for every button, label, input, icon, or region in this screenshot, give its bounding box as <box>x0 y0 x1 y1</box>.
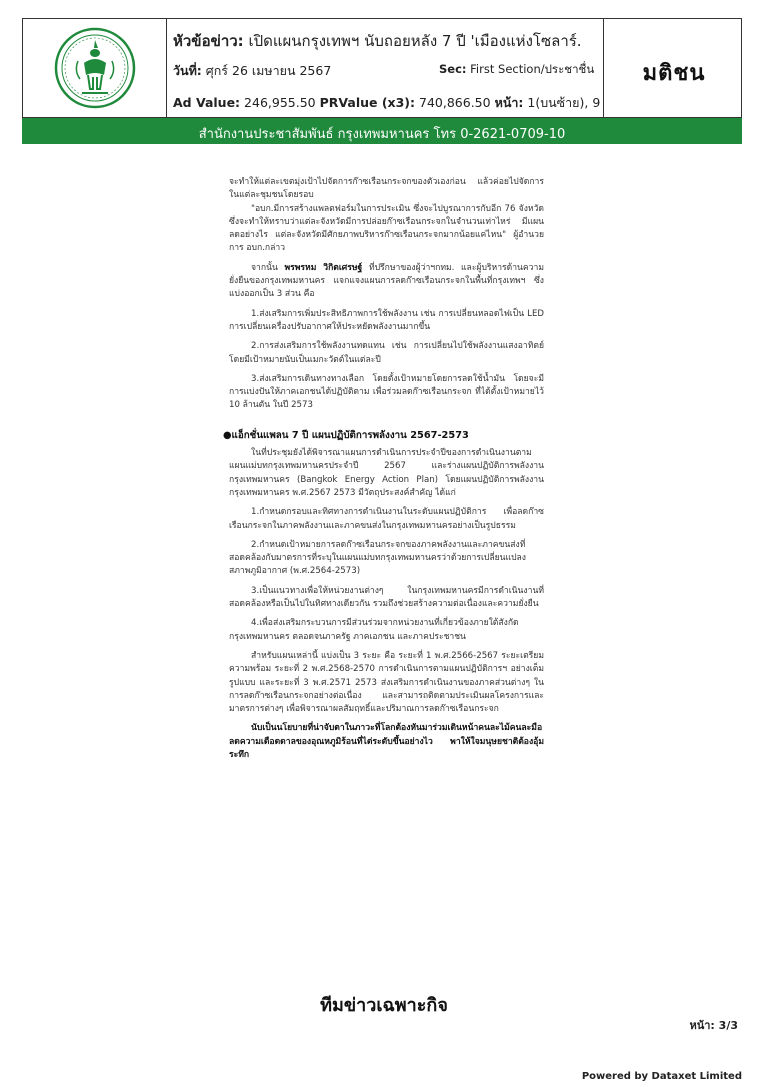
paragraph-lead: จากนั้น <box>251 262 278 273</box>
headline-label: หัวข้อข่าว: <box>173 32 244 50</box>
paragraph: 4.เพื่อส่งเสริมกระบวนการมีส่วนร่วมจากหน่วยงานที่เกี่ยวข้องภายใต้สังกัดกรุงเทพมหานคร ตลอดจนภาครัฐ ภาคเอกชน และภาคประชาชน <box>229 618 519 642</box>
date-label: วันที่: <box>173 63 202 78</box>
clipping-meta <box>173 23 613 119</box>
headline-row <box>173 29 582 53</box>
ad-value-label: Ad Value: <box>173 95 241 110</box>
date-row <box>173 61 331 81</box>
powered-by: Powered by Dataxet Limited <box>581 1071 742 1082</box>
section-label: Sec: <box>439 62 467 76</box>
section-heading: ●แอ็กชั่นแพลน 7 ปี แผนปฏิบัติการพลังงาน 2567-2573 <box>223 429 469 441</box>
value-row <box>173 93 600 113</box>
section-row <box>439 61 594 79</box>
logo-area <box>23 19 167 119</box>
closing-paragraph: นับเป็นนโยบายที่น่าจับตาในภาวะที่โลกต้องหันมาร่วมเดินหน้าคนละไม้คนละมือ ลดความเดือดดาลของอุณหภูมิร้อนที่ไต่ระดับขึ้นอย่างไว พาให้ใจมนุษยชาติต้องอุ้มระทึก <box>229 723 544 760</box>
agency-text: สำนักงานประชาสัมพันธ์ กรุงเทพมหานคร โทร 0-2621-0709-10 <box>198 127 566 142</box>
paragraph: ในที่ประชุมยังได้พิจารณาแผนการดำเนินการประจำปีของการดำเนินงานตามแผนแม่บทกรุงเทพมหานครประจำปี 2567 และร่างแผนปฏิบัติการพลังงานกรุงเทพมหานคร (Bangkok Energy Action Plan) โดยแผนปฏิบัติการพลังงานกรุงเทพมหานคร พ.ศ.2567 2573 มีวัตถุประสงค์สำคัญ ได้แก่ <box>229 448 544 498</box>
ad-value: 246,955.50 <box>244 95 316 110</box>
agency-bar <box>22 118 742 144</box>
bangkok-seal-icon <box>54 27 136 109</box>
clipping-header <box>22 18 742 118</box>
paragraph-rest: ที่ปรึกษาของผู้ว่าฯกทม. และผู้บริหารด้านความยั่งยืนของกรุงเทพมหานคร แจกแจงแผนการลดก๊าซเรือนกระจกในพื้นที่กรุงเทพฯ ซึ่งแบ่งออกเป็น 3 ส่วน คือ <box>229 262 544 300</box>
paragraph: 2.กำหนดเป้าหมายการลดก๊าซเรือนกระจกของภาคพลังงานและภาคขนส่งที่สอดคล้องกับมาตรการที่ระบุในแผนแม่บทกรุงเทพมหานครว่าด้วยการเปลี่ยนแปลงสภาพภูมิอากาศ (พ.ศ.2564-2573) <box>229 539 526 577</box>
paragraph: "อบก.มีการสร้างแพลตฟอร์มในการประเมิน ซึ่งจะไปบูรณาการกับอีก 76 จังหวัด ซึ่งจะทำให้ทราบว่าแต่ละจังหวัดมีการปล่อยก๊าซเรือนกระจกในจำนวนเท่าไหร่ มีแผนลดอย่างไร แต่ละจังหวัดมีศักยภาพบริหารก๊าซเรือนกระจกมากน้อยแค่ไหน" ผู้อำนวยการ อบก.กล่าว <box>229 203 544 254</box>
paragraph: จะทำให้แต่ละเขตมุ่งเป้าไปจัดการก๊าซเรือนกระจกของตัวเองก่อน แล้วค่อยไปจัดการในแต่ละชุมชนโดยรอบ <box>229 177 544 201</box>
paragraph: สำหรับแผนเหล่านี้ แบ่งเป็น 3 ระยะ คือ ระยะที่ 1 พ.ศ.2566-2567 ระยะเตรียมความพร้อม ระยะที่ 2 พ.ศ.2568-2570 การดำเนินการตามแผนปฏิบัติการฯ อย่างเต็มรูปแบบ และระยะที่ 3 พ.ศ.2571 2573 ส่งเสริมการดำเนินงานของภาคส่วนต่างๆ ในการลดก๊าซเรือนกระจกอย่างต่อเนื่อง และสามารถติดตามประเมินผลโครงการและมาตรการต่างๆ เพื่อพิจารณาผลสัมฤทธิ์และปริมาณการลดก๊าซเรือนกระจก <box>229 650 544 715</box>
brand-area <box>603 19 743 119</box>
page-label: หน้า: <box>494 95 524 110</box>
paragraph <box>229 262 544 302</box>
paragraph: 3.เป็นแนวทางเพื่อให้หน่วยงานต่างๆ ในกรุงเทพมหานครมีการดำเนินงานที่สอดคล้องหรือเป็นไปในทิศทางเดียวกัน รวมถึงช่วยสร้างความต่อเนื่องและความยั่งยืน <box>229 585 544 610</box>
byline: ทีมข่าวเฉพาะกิจ <box>320 995 448 1016</box>
publication-brand: มติชน <box>642 61 706 86</box>
paragraph: 1.กำหนดกรอบและทิศทางการดำเนินงานในระดับแผนปฏิบัติการ เพื่อลดก๊าซเรือนกระจกในภาคพลังงานและภาคขนส่งในกรุงเทพมหานครอย่างเป็นรูปธรรม <box>229 507 544 531</box>
paragraph: 1.ส่งเสริมการเพิ่มประสิทธิภาพการใช้พลังงาน เช่น การเปลี่ยนหลอดไฟเป็น LED การเปลี่ยนเครื่องปรับอากาศให้ประหยัดพลังงานมากขึ้น <box>229 308 544 332</box>
headline: เปิดแผนกรุงเทพฯ นับถอยหลัง 7 ปี 'เมืองแห่งโซลาร์. <box>248 32 582 50</box>
prvalue-label: PRValue (x3): <box>319 95 416 110</box>
paragraph: 2.การส่งเสริมการใช้พลังงานทดแทน เช่น การเปลี่ยนไปใช้พลังงานแสงอาทิตย์ โดยมีเป้าหมายนับเป็นเมกะวัตต์ในแต่ละปี <box>229 341 544 365</box>
date-value: ศุกร์ 26 เมษายน 2567 <box>205 63 332 78</box>
prvalue: 740,866.50 <box>419 95 491 110</box>
paragraph: 3.ส่งเสริมการเดินทางทางเลือก โดยตั้งเป้าหมายโดยการลดใช้น้ำมัน โดยจะมีการแบ่งปันให้ภาคเอกชนได้ปฏิบัติตาม เพื่อร่วมลดก๊าซเรือนกระจก ที่ได้ตั้งเป้าหมายไว้ 10 ล้านตัน ในปี 2573 <box>229 373 544 411</box>
person-name: พรพรหม วิกิตเศรษฐ์ <box>284 262 363 273</box>
page-value: 1(บนซ้าย), 9 <box>527 95 601 110</box>
article-body <box>223 176 544 762</box>
page-number: หน้า: 3/3 <box>689 1019 738 1032</box>
section-value: First Section/ประชาชื่น <box>470 62 595 76</box>
